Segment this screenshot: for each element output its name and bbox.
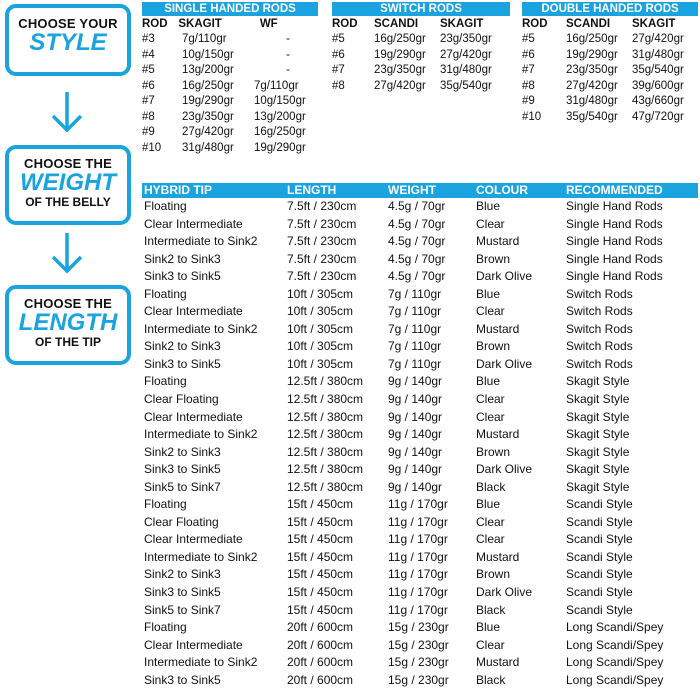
table-cell: 27g/420gr bbox=[182, 126, 234, 138]
step-line1: CHOOSE THE bbox=[24, 156, 112, 171]
table-cell: 9g / 140gr bbox=[388, 409, 443, 424]
table-cell: Clear bbox=[476, 514, 505, 529]
table-row bbox=[142, 268, 698, 286]
table-cell: #10 bbox=[142, 141, 162, 154]
table-cell: Clear bbox=[476, 392, 505, 407]
table-cell: 47g/720gr bbox=[632, 110, 684, 123]
table-row bbox=[142, 141, 318, 157]
table-cell: 4.5g / 70gr bbox=[388, 269, 446, 284]
table-cell: Skagit Style bbox=[566, 409, 630, 424]
table-cell: 35g/540gr bbox=[566, 110, 618, 123]
table-cell: #8 bbox=[522, 79, 535, 92]
table-row bbox=[142, 48, 318, 64]
table-cell: 12.5ft / 380cm bbox=[287, 374, 364, 389]
step-line1: CHOOSE THE bbox=[24, 296, 112, 311]
table-cell: Dark Olive bbox=[476, 462, 533, 477]
table-cell: Sink2 to Sink3 bbox=[144, 339, 221, 354]
table-cell: 9g / 140gr bbox=[388, 427, 443, 442]
col-header: ROD bbox=[522, 18, 548, 30]
table-row bbox=[142, 566, 698, 584]
col-header: SKAGIT bbox=[440, 18, 484, 30]
table-cell: Scandi Style bbox=[566, 532, 633, 547]
table-row bbox=[142, 444, 698, 462]
table-cell: 9g / 140gr bbox=[388, 392, 443, 407]
step-keyword: WEIGHT bbox=[20, 169, 116, 196]
col-header: WF bbox=[259, 18, 278, 30]
table-cell: Clear Intermediate bbox=[144, 304, 243, 319]
table-cell: Switch Rods bbox=[566, 304, 633, 319]
table-cell: 43g/660gr bbox=[632, 95, 684, 107]
col-header-length: LENGTH bbox=[287, 183, 337, 197]
table-cell: 15ft / 450cm bbox=[287, 497, 354, 512]
table-cell: 20ft / 600cm bbox=[287, 637, 354, 652]
step-line1: CHOOSE YOUR bbox=[18, 16, 118, 31]
table-cell: #8 bbox=[142, 110, 155, 123]
table-row bbox=[142, 496, 698, 514]
step-line3: OF THE BELLY bbox=[25, 195, 111, 209]
table-cell: 10ft / 305cm bbox=[287, 286, 354, 301]
step-keyword: STYLE bbox=[29, 29, 107, 56]
table-cell: 7g / 110gr bbox=[388, 339, 442, 354]
table-cell: Mustard bbox=[476, 549, 520, 564]
table-cell: #5 bbox=[332, 33, 345, 45]
table-cell: Sink2 to Sink3 bbox=[144, 251, 221, 266]
table-row bbox=[142, 461, 698, 479]
table-cell: Long Scandi/Spey bbox=[566, 655, 664, 670]
table-row bbox=[142, 619, 698, 637]
table-row bbox=[522, 79, 698, 95]
col-header-recommended: RECOMMENDED bbox=[566, 183, 663, 197]
table-cell: Clear Intermediate bbox=[144, 216, 243, 231]
table-cell: 7.5ft / 230cm bbox=[287, 234, 357, 249]
table-row bbox=[142, 286, 698, 304]
table-row bbox=[142, 531, 698, 549]
table-cell: Clear Intermediate bbox=[144, 532, 243, 547]
table-cell: 27g/420gr bbox=[374, 79, 426, 92]
table-cell: Mustard bbox=[476, 321, 520, 336]
table-cell: 11g / 170gr bbox=[388, 532, 448, 547]
table-header-row bbox=[332, 16, 510, 32]
col-header-colour: COLOUR bbox=[476, 183, 528, 197]
table-cell: 15ft / 450cm bbox=[287, 514, 354, 529]
table-cell: 15ft / 450cm bbox=[287, 602, 354, 617]
table-cell: Skagit Style bbox=[566, 392, 630, 407]
table-cell: Switch Rods bbox=[566, 286, 633, 301]
table-cell: 12.5ft / 380cm bbox=[287, 462, 364, 477]
table-cell: 27g/420gr bbox=[566, 79, 618, 92]
table-cell: Single Hand Rods bbox=[566, 199, 663, 213]
table-cell: Clear bbox=[476, 304, 505, 319]
table-row bbox=[142, 672, 698, 690]
table-cell: Mustard bbox=[476, 427, 520, 442]
step-keyword: LENGTH bbox=[18, 309, 118, 336]
table-cell: 15g / 230gr bbox=[388, 637, 449, 652]
table-cell: Floating bbox=[144, 199, 187, 213]
table-cell: 4.5g / 70gr bbox=[388, 234, 446, 249]
table-cell: 27g/420gr bbox=[440, 48, 492, 61]
table-cell: Black bbox=[476, 479, 506, 494]
table-cell: 20ft / 600cm bbox=[287, 672, 354, 687]
table-cell: Intermediate to Sink2 bbox=[144, 321, 258, 336]
table-cell: Clear bbox=[476, 532, 505, 547]
table-cell: Single Hand Rods bbox=[566, 269, 663, 284]
table-row bbox=[142, 94, 318, 110]
table-row bbox=[142, 409, 698, 427]
table-cell: Clear Floating bbox=[144, 514, 219, 529]
table-cell: Sink5 to Sink7 bbox=[144, 479, 221, 494]
table-cell: Blue bbox=[476, 497, 501, 512]
table-cell: 7.5ft / 230cm bbox=[287, 216, 357, 231]
table-cell: 4.5g / 70gr bbox=[388, 199, 446, 213]
table-row bbox=[522, 110, 698, 126]
table-cell: #10 bbox=[522, 110, 542, 123]
table-row bbox=[142, 356, 698, 374]
table-cell: 35g/540gr bbox=[440, 79, 492, 92]
table-cell: Black bbox=[476, 672, 506, 687]
table-cell: Brown bbox=[476, 567, 511, 582]
table-cell: 15g / 230gr bbox=[388, 655, 449, 670]
table-cell: 16g/250gr bbox=[254, 126, 306, 138]
col-header: ROD bbox=[332, 18, 358, 30]
arrow-down-icon bbox=[49, 92, 85, 134]
col-header: SCANDI bbox=[566, 18, 611, 30]
table-cell: Single Hand Rods bbox=[566, 251, 663, 266]
table-row bbox=[142, 63, 318, 79]
table-cell: 10g/150gr bbox=[182, 48, 234, 61]
table-cell: 19g/290gr bbox=[566, 48, 618, 61]
step-choose-weight bbox=[5, 145, 131, 225]
table-header-row bbox=[142, 16, 318, 32]
table-cell: #5 bbox=[142, 64, 155, 76]
table-cell: 10ft / 305cm bbox=[287, 304, 354, 319]
table-cell: Scandi Style bbox=[566, 514, 633, 529]
table-cell: 10ft / 305cm bbox=[287, 321, 354, 336]
table-cell: Floating bbox=[144, 497, 187, 512]
table-cell: Skagit Style bbox=[566, 479, 630, 494]
col-header: SKAGIT bbox=[632, 18, 676, 30]
table-cell: Scandi Style bbox=[566, 585, 633, 600]
table-cell: 7g/110gr bbox=[254, 79, 299, 92]
table-cell: #4 bbox=[142, 48, 155, 61]
table-cell: Skagit Style bbox=[566, 427, 630, 442]
table-row bbox=[332, 48, 510, 64]
table-row bbox=[142, 198, 698, 216]
table-cell: Floating bbox=[144, 620, 187, 635]
single-handed-rods-table bbox=[142, 2, 318, 156]
table-cell: #3 bbox=[142, 33, 155, 45]
table-cell: 7.5ft / 230cm bbox=[287, 199, 357, 213]
step-line3: OF THE TIP bbox=[35, 335, 101, 349]
table-cell: 7g / 110gr bbox=[388, 356, 442, 371]
table-row bbox=[142, 391, 698, 409]
table-cell: 31g/480gr bbox=[566, 95, 618, 107]
table-cell: 10ft / 305cm bbox=[287, 356, 354, 371]
arrow-down-icon bbox=[49, 233, 85, 275]
table-title: DOUBLE HANDED RODS bbox=[522, 2, 698, 16]
table-cell: Single Hand Rods bbox=[566, 234, 663, 249]
table-cell: Long Scandi/Spey bbox=[566, 637, 664, 652]
table-cell: 15ft / 450cm bbox=[287, 567, 354, 582]
table-cell: 7g / 110gr bbox=[388, 304, 442, 319]
table-row bbox=[142, 79, 318, 95]
table-row bbox=[142, 654, 698, 672]
table-cell: - bbox=[286, 33, 290, 45]
table-cell: 11g / 170gr bbox=[388, 567, 448, 582]
table-cell: Floating bbox=[144, 286, 187, 301]
table-cell: Sink5 to Sink7 bbox=[144, 602, 221, 617]
table-cell: Long Scandi/Spey bbox=[566, 672, 664, 687]
table-cell: 10g/150gr bbox=[254, 95, 306, 107]
table-cell: Clear Intermediate bbox=[144, 409, 243, 424]
table-row bbox=[142, 514, 698, 532]
table-cell: 11g / 170gr bbox=[388, 549, 448, 564]
table-cell: 23g/350gr bbox=[566, 64, 618, 76]
table-cell: 39g/600gr bbox=[632, 79, 684, 92]
col-header-hybrid-tip: HYBRID TIP bbox=[144, 183, 213, 197]
table-cell: Mustard bbox=[476, 655, 520, 670]
table-row bbox=[142, 479, 698, 497]
step-choose-length bbox=[5, 285, 131, 365]
table-row bbox=[142, 251, 698, 269]
table-cell: 9g / 140gr bbox=[388, 444, 443, 459]
table-cell: Dark Olive bbox=[476, 356, 533, 371]
table-row bbox=[142, 373, 698, 391]
table-header-row bbox=[142, 183, 698, 198]
table-cell: Sink3 to Sink5 bbox=[144, 672, 221, 687]
table-cell: 20ft / 600cm bbox=[287, 655, 354, 670]
table-row bbox=[142, 32, 318, 48]
table-row bbox=[142, 216, 698, 234]
table-cell: Brown bbox=[476, 339, 511, 354]
col-header: ROD bbox=[142, 18, 168, 30]
table-cell: 4.5g / 70gr bbox=[388, 251, 446, 266]
table-cell: 4.5g / 70gr bbox=[388, 216, 446, 231]
table-row bbox=[332, 63, 510, 79]
table-cell: Switch Rods bbox=[566, 356, 633, 371]
step-choose-style bbox=[5, 4, 131, 76]
table-cell: 31g/480gr bbox=[632, 48, 684, 61]
table-cell: Scandi Style bbox=[566, 549, 633, 564]
table-title: SWITCH RODS bbox=[332, 2, 510, 16]
table-cell: 12.5ft / 380cm bbox=[287, 392, 364, 407]
table-title: SINGLE HANDED RODS bbox=[142, 2, 318, 16]
table-cell: #9 bbox=[142, 126, 155, 138]
table-row bbox=[522, 32, 698, 48]
table-cell: #7 bbox=[142, 95, 155, 107]
table-row bbox=[142, 637, 698, 655]
table-cell: 15g / 230gr bbox=[388, 672, 449, 687]
table-cell: Clear Intermediate bbox=[144, 637, 243, 652]
table-cell: 19g/290gr bbox=[374, 48, 426, 61]
table-cell: #6 bbox=[332, 48, 345, 61]
switch-rods-table bbox=[332, 2, 510, 94]
table-cell: 10ft / 305cm bbox=[287, 339, 354, 354]
table-cell: 7.5ft / 230cm bbox=[287, 251, 357, 266]
col-header: SCANDI bbox=[374, 18, 419, 30]
double-handed-rods-table bbox=[522, 2, 698, 125]
table-cell: 12.5ft / 380cm bbox=[287, 427, 364, 442]
table-cell: 35g/540gr bbox=[632, 64, 684, 76]
table-cell: 16g/250gr bbox=[182, 79, 234, 92]
table-row bbox=[522, 48, 698, 64]
table-cell: Sink3 to Sink5 bbox=[144, 269, 221, 284]
table-cell: #5 bbox=[522, 33, 535, 45]
table-row bbox=[142, 233, 698, 251]
table-cell: #8 bbox=[332, 79, 345, 92]
table-cell: Clear bbox=[476, 409, 505, 424]
table-cell: 13g/200gr bbox=[254, 110, 306, 123]
table-cell: Brown bbox=[476, 444, 511, 459]
table-cell: Sink3 to Sink5 bbox=[144, 462, 221, 477]
table-cell: 9g / 140gr bbox=[388, 479, 443, 494]
table-cell: 15ft / 450cm bbox=[287, 532, 354, 547]
table-row bbox=[142, 321, 698, 339]
table-cell: Mustard bbox=[476, 234, 520, 249]
table-cell: Sink2 to Sink3 bbox=[144, 444, 221, 459]
table-cell: Black bbox=[476, 602, 506, 617]
table-cell: 11g / 170gr bbox=[388, 602, 448, 617]
table-cell: Intermediate to Sink2 bbox=[144, 427, 258, 442]
table-cell: Sink3 to Sink5 bbox=[144, 585, 221, 600]
table-row bbox=[142, 303, 698, 321]
table-cell: - bbox=[286, 64, 290, 76]
table-cell: 11g / 170gr bbox=[388, 514, 448, 529]
table-cell: 9g / 140gr bbox=[388, 374, 443, 389]
table-cell: 19g/290gr bbox=[254, 141, 306, 154]
table-row bbox=[142, 584, 698, 602]
table-cell: #9 bbox=[522, 95, 535, 107]
table-cell: 11g / 170gr bbox=[388, 497, 448, 512]
table-cell: Scandi Style bbox=[566, 567, 633, 582]
table-cell: 15g / 230gr bbox=[388, 620, 449, 635]
table-cell: Dark Olive bbox=[476, 585, 533, 600]
table-cell: Skagit Style bbox=[566, 444, 630, 459]
table-cell: Intermediate to Sink2 bbox=[144, 234, 258, 249]
table-cell: Blue bbox=[476, 286, 501, 301]
table-cell: 20ft / 600cm bbox=[287, 620, 354, 635]
col-header: SKAGIT bbox=[178, 18, 222, 30]
table-cell: Sink3 to Sink5 bbox=[144, 356, 221, 371]
table-cell: Single Hand Rods bbox=[566, 216, 663, 231]
table-cell: 31g/480gr bbox=[440, 64, 492, 76]
table-cell: Intermediate to Sink2 bbox=[144, 655, 258, 670]
table-cell: Skagit Style bbox=[566, 374, 630, 389]
table-cell: 9g / 140gr bbox=[388, 462, 443, 477]
table-cell: 11g / 170gr bbox=[388, 585, 448, 600]
table-cell: Clear Floating bbox=[144, 392, 219, 407]
table-row bbox=[142, 110, 318, 126]
table-cell: #6 bbox=[522, 48, 535, 61]
table-cell: 12.5ft / 380cm bbox=[287, 479, 364, 494]
table-cell: 7.5ft / 230cm bbox=[287, 269, 357, 284]
table-cell: 16g/250gr bbox=[566, 33, 618, 45]
table-cell: 27g/420gr bbox=[632, 33, 684, 45]
table-cell: #7 bbox=[522, 64, 535, 76]
table-cell: Sink2 to Sink3 bbox=[144, 567, 221, 582]
table-cell: Switch Rods bbox=[566, 321, 633, 336]
table-cell: 19g/290gr bbox=[182, 95, 234, 107]
table-cell: #6 bbox=[142, 79, 155, 92]
table-cell: Scandi Style bbox=[566, 497, 633, 512]
table-cell: Blue bbox=[476, 374, 501, 389]
table-cell: 15ft / 450cm bbox=[287, 585, 354, 600]
table-cell: 23g/350gr bbox=[440, 33, 492, 45]
table-cell: Brown bbox=[476, 251, 511, 266]
table-row bbox=[142, 125, 318, 141]
table-cell: 31g/480gr bbox=[182, 141, 234, 154]
table-cell: 23g/350gr bbox=[374, 64, 426, 76]
table-cell: Skagit Style bbox=[566, 462, 630, 477]
table-row bbox=[142, 549, 698, 567]
table-row bbox=[142, 338, 698, 356]
table-row bbox=[522, 94, 698, 110]
table-row bbox=[332, 32, 510, 48]
table-cell: Clear bbox=[476, 216, 505, 231]
table-cell: 7g/110gr bbox=[182, 33, 227, 45]
table-cell: Scandi Style bbox=[566, 602, 633, 617]
table-cell: Long Scandi/Spey bbox=[566, 620, 664, 635]
table-cell: Clear bbox=[476, 637, 505, 652]
table-cell: Intermediate to Sink2 bbox=[144, 549, 258, 564]
table-row bbox=[142, 602, 698, 620]
table-header-row bbox=[522, 16, 698, 32]
hybrid-tip-table bbox=[142, 183, 698, 689]
table-cell: 12.5ft / 380cm bbox=[287, 409, 364, 424]
table-row bbox=[332, 79, 510, 95]
table-cell: 12.5ft / 380cm bbox=[287, 444, 364, 459]
table-cell: - bbox=[286, 48, 290, 61]
table-cell: 7g / 110gr bbox=[388, 321, 442, 336]
table-cell: Switch Rods bbox=[566, 339, 633, 354]
table-cell: 23g/350gr bbox=[182, 110, 234, 123]
table-cell: Floating bbox=[144, 374, 187, 389]
table-cell: Dark Olive bbox=[476, 269, 533, 284]
table-cell: Blue bbox=[476, 199, 501, 213]
table-row bbox=[142, 426, 698, 444]
table-cell: 15ft / 450cm bbox=[287, 549, 354, 564]
col-header-weight: WEIGHT bbox=[388, 183, 436, 197]
table-cell: 16g/250gr bbox=[374, 33, 426, 45]
table-cell: 13g/200gr bbox=[182, 64, 234, 76]
table-cell: Blue bbox=[476, 620, 501, 635]
table-cell: 7g / 110gr bbox=[388, 286, 442, 301]
table-cell: #7 bbox=[332, 64, 345, 76]
table-row bbox=[522, 63, 698, 79]
